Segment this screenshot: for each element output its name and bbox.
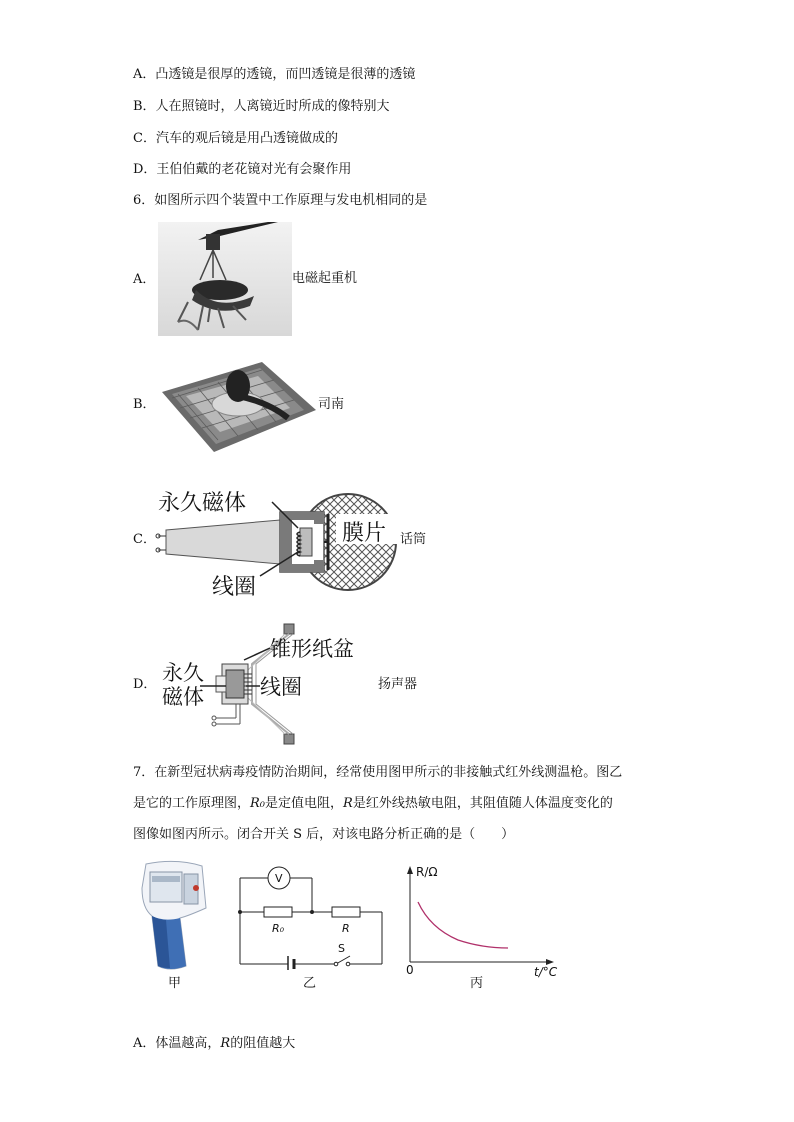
switch-label: S	[338, 942, 345, 955]
q6-c-caption: 话筒	[400, 532, 427, 547]
resistor-r0	[264, 907, 292, 917]
q7-option-a-post: 的阻值越大	[230, 1036, 296, 1051]
r-label: R	[342, 922, 350, 935]
q6-d-label: D．	[133, 677, 157, 692]
q7-r: R	[343, 796, 353, 811]
loudspeaker-diagram	[160, 620, 380, 748]
q5-option-d: D．王伯伯戴的老花镜对光有会聚作用	[133, 162, 352, 177]
q7-line2	[133, 795, 613, 813]
q5-option-b: B．人在照镜时，人离镜近时所成的像特别大	[133, 99, 390, 114]
sinan-photo	[158, 352, 318, 456]
crane-photo	[158, 222, 292, 336]
q6-d-caption: 扬声器	[378, 677, 418, 692]
q5-option-c: C．汽车的观后镜是用凸透镜做成的	[133, 131, 338, 146]
resistor-r	[332, 907, 360, 917]
fig-jia-label: 甲	[168, 976, 182, 991]
microphone-diagram	[150, 484, 400, 602]
q6-stem: 6．如图所示四个装置中工作原理与发电机相同的是	[133, 193, 428, 208]
resistance-temperature-graph	[398, 862, 562, 980]
q7-option-a	[133, 1035, 295, 1053]
coil-label: 线圈	[212, 575, 257, 600]
q6-a-caption: 电磁起重机	[292, 271, 358, 286]
graph-ylabel: R/Ω	[416, 865, 438, 879]
q7-r0: R₀	[250, 796, 266, 811]
cone-label: 锥形纸盆	[270, 637, 354, 661]
q6-a-label: A．	[133, 272, 156, 287]
q7-option-a-pre: A．体温越高，	[133, 1036, 221, 1051]
q6-b-label: B．	[133, 397, 156, 412]
magnet-label-line2: 磁体	[162, 685, 204, 709]
fig-yi-label: 乙	[303, 976, 317, 991]
voltmeter-label: V	[275, 872, 283, 885]
thermometer-gun-photo	[136, 858, 210, 974]
circuit-diagram	[236, 862, 386, 970]
resistance-curve	[418, 902, 508, 948]
fig-bing-label: 丙	[470, 976, 484, 991]
graph-origin: 0	[406, 963, 414, 977]
q7-line2-pre: 是它的工作原理图，	[133, 796, 251, 811]
q7-line2-mid: 是定值电阻，	[265, 796, 344, 811]
q5-option-a: A．凸透镜是很厚的透镜，而凹透镜是很薄的透镜	[133, 67, 416, 82]
q7-option-a-r: R	[220, 1036, 231, 1051]
coil-label: 线圈	[260, 675, 302, 699]
q7-line2-post: 是红外线热敏电阻，其阻值随人体温度变化的	[352, 796, 613, 811]
q6-b-caption: 司南	[318, 397, 345, 412]
magnet-label: 永久磁体	[158, 491, 247, 516]
q6-c-label: C．	[133, 532, 156, 547]
q7-line1: 7．在新型冠状病毒疫情防治期间，经常使用图甲所示的非接触式红外线测温枪。图乙	[133, 765, 623, 780]
magnet-label-line1: 永久	[162, 661, 204, 685]
q7-line3: 图像如图丙所示。闭合开关 S 后，对该电路分析正确的是（ ）	[133, 827, 515, 842]
graph-xlabel: t/°C	[534, 965, 558, 979]
r0-label: R₀	[272, 922, 285, 935]
membrane-label: 膜片	[342, 521, 387, 546]
